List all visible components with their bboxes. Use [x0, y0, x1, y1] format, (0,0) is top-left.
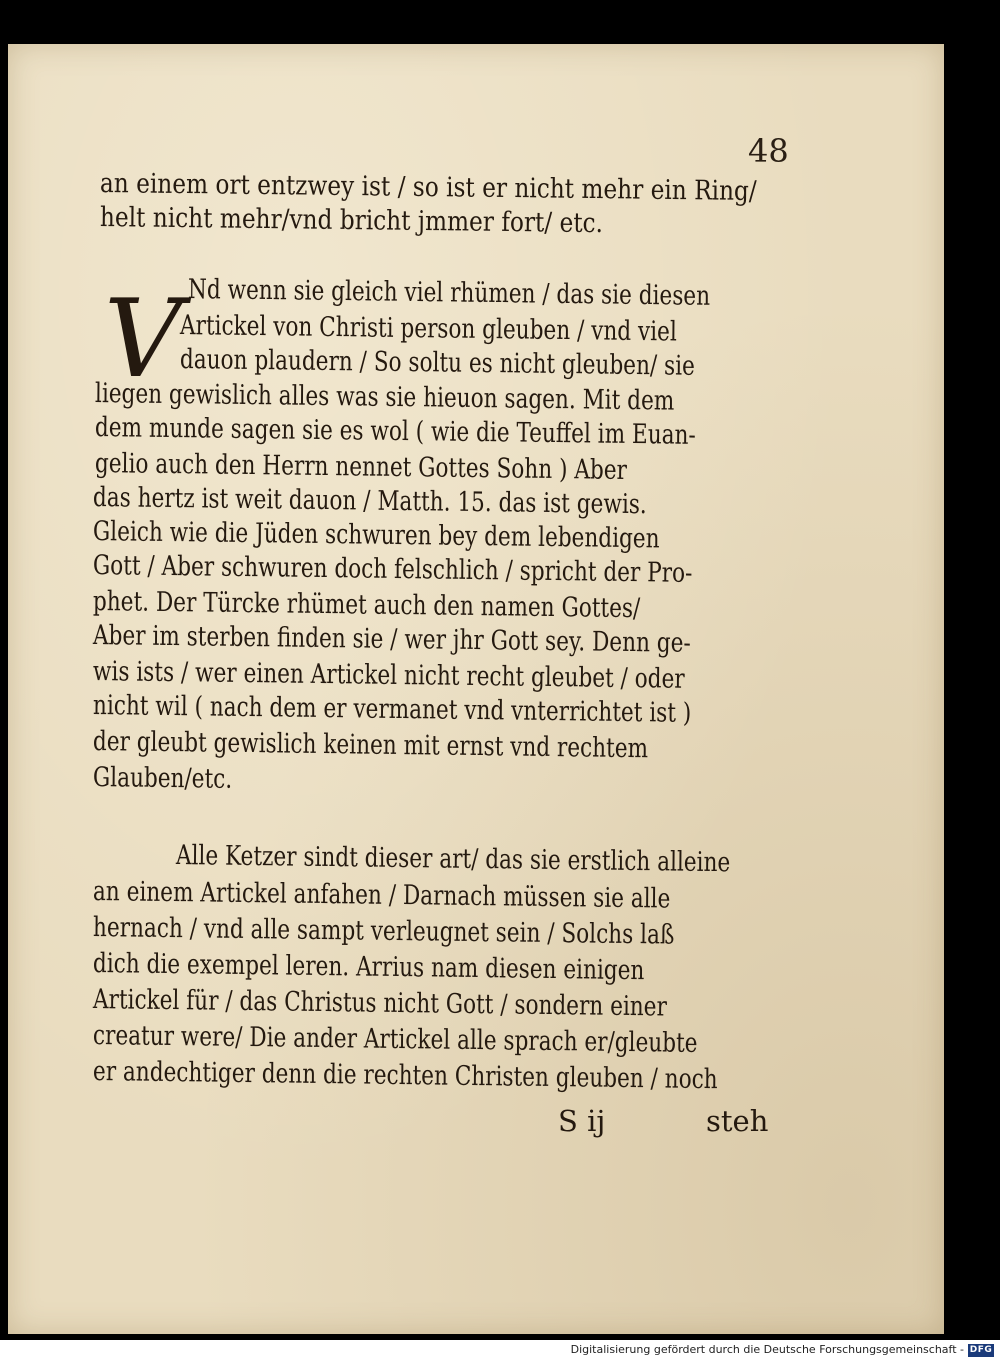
- text-line: nicht wil ( nach dem er vermanet vnd vnterrichtet ist ): [92, 690, 692, 729]
- text-line: an einem Artickel anfahen / Darnach müssen sie alle: [92, 876, 671, 915]
- book-page: [8, 44, 944, 1334]
- text-line: Nd wenn sie gleich viel rhümen / das sie diesen: [187, 274, 711, 312]
- text-line: Alle Ketzer sindt dieser art/ das sie erstlich alleine: [175, 840, 731, 879]
- text-line: dich die exempel leren. Arrius nam diesen einigen: [92, 948, 645, 987]
- text-line: dauon plaudern / So soltu es nicht gleuben/ sie: [179, 344, 695, 382]
- text-line: an einem ort entzwey ist / so ist er nicht mehr ein Ring/: [99, 168, 757, 207]
- text-line: der gleubt gewislich keinen mit ernst vnd rechtem: [92, 726, 649, 765]
- digitization-footer: [0, 1340, 1000, 1361]
- page-number: 48: [748, 132, 789, 170]
- text-line: Aber im sterben finden sie / wer jhr Gott sey. Denn ge-: [92, 620, 691, 659]
- signature-mark: S ij: [558, 1104, 606, 1138]
- text-line: Gleich wie die Jüden schwuren bey dem lebendigen: [92, 516, 660, 555]
- text-line: das hertz ist weit dauon / Matth. 15. das ist gewis.: [92, 482, 647, 521]
- text-line: Artickel von Christi person gleuben / vnd viel: [179, 310, 677, 348]
- text-line: phet. Der Türcke rhümet auch den namen Gottes/: [92, 586, 641, 625]
- text-line: wis ists / wer einen Artickel nicht recht gleubet / oder: [92, 656, 685, 695]
- text-line: Gott / Aber schwuren doch felschlich / spricht der Pro-: [92, 550, 693, 589]
- footer-credit: Digitalisierung gefördert durch die Deutsche Forschungsgemeinschaft -: [570, 1343, 964, 1356]
- text-line: er andechtiger denn die rechten Christen gleuben / noch: [92, 1056, 718, 1096]
- text-line: liegen gewislich alles was sie hieuon sagen. Mit dem: [94, 378, 675, 417]
- drop-cap-initial: V: [104, 277, 182, 402]
- text-line: helt nicht mehr/vnd bricht jmmer fort/ etc.: [99, 202, 604, 240]
- text-line: gelio auch den Herrn nennet Gottes Sohn ) Aber: [94, 448, 628, 486]
- dfg-logo: DFG: [969, 1345, 993, 1355]
- catchword: steh: [706, 1104, 769, 1138]
- text-line: Glauben/etc.: [92, 762, 233, 795]
- text-line: Artickel für / das Christus nicht Gott / sondern einer: [92, 984, 667, 1023]
- text-line: hernach / vnd alle sampt verleugnet sein / Solchs laß: [92, 912, 675, 951]
- text-line: creatur were/ Die ander Artickel alle sprach er/gleubte: [92, 1020, 698, 1059]
- text-line: dem munde sagen sie es wol ( wie die Teuffel im Euan-: [94, 412, 696, 451]
